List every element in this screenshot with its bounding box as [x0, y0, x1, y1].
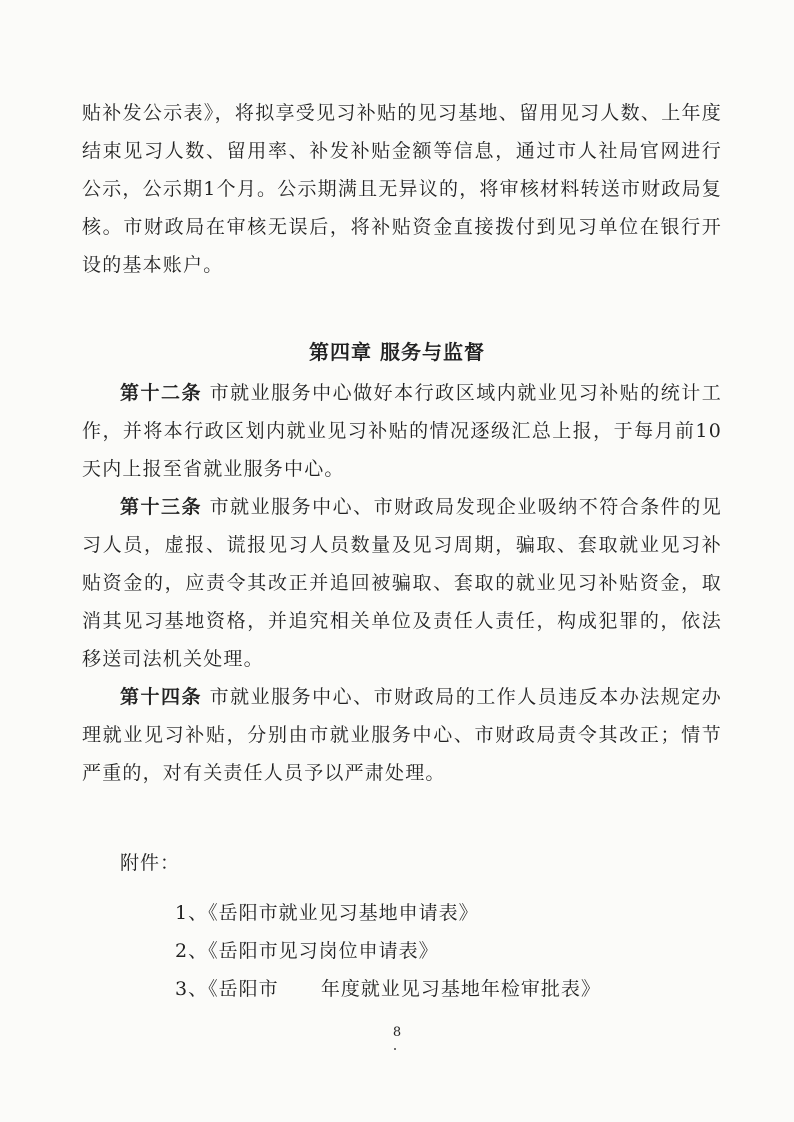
scan-dot — [394, 1048, 396, 1050]
article-14-label: 第十四条 — [120, 686, 203, 708]
article-13 — [82, 488, 722, 678]
attachments-label: 附件： — [120, 852, 181, 874]
attachment-item-3: 3、《岳阳市 年度就业见习基地年检审批表》 — [175, 978, 601, 1000]
attachment-item-1: 1、《岳阳市就业见习基地申请表》 — [175, 902, 479, 924]
page-number: 8 — [392, 1025, 402, 1040]
article-12 — [82, 374, 722, 488]
article-13-label: 第十三条 — [120, 496, 203, 518]
article-14 — [82, 678, 722, 792]
paragraph-continuation: 贴补发公示表》，将拟享受见习补贴的见习基地、留用见习人数、上年度结束见习人数、留用率、补发补贴金额等信息，通过市人社局官网进行公示，公示期1个月。公示期满且无异议的，将审核材料转送市财政局复核。市财政局在审核无误后，将补贴资金直接拨付到见习单位在银行开设的基本账户。 — [82, 102, 722, 276]
article-13-text: 市就业服务中心、市财政局发现企业吸纳不符合条件的见习人员，虚报、谎报见习人员数量及见习周期，骗取、套取就业见习补贴资金的，应责令其改正并追回被骗取、套取的就业见习补贴资金，取消其见习基地资格，并追究相关单位及责任人责任，构成犯罪的，依法移送司法机关处理。 — [82, 496, 722, 670]
article-14-text: 市就业服务中心、市财政局的工作人员违反本办法规定办理就业见习补贴，分别由市就业服务中心、市财政局责令其改正；情节严重的，对有关责任人员予以严肃处理。 — [82, 686, 722, 784]
article-12-text: 市就业服务中心做好本行政区域内就业见习补贴的统计工作，并将本行政区划内就业见习补贴的情况逐级汇总上报，于每月前10天内上报至省就业服务中心。 — [82, 382, 722, 480]
article-12-label: 第十二条 — [120, 382, 203, 404]
attachment-item-2: 2、《岳阳市见习岗位申请表》 — [175, 940, 439, 962]
chapter-title: 第四章 服务与监督 — [309, 340, 485, 364]
